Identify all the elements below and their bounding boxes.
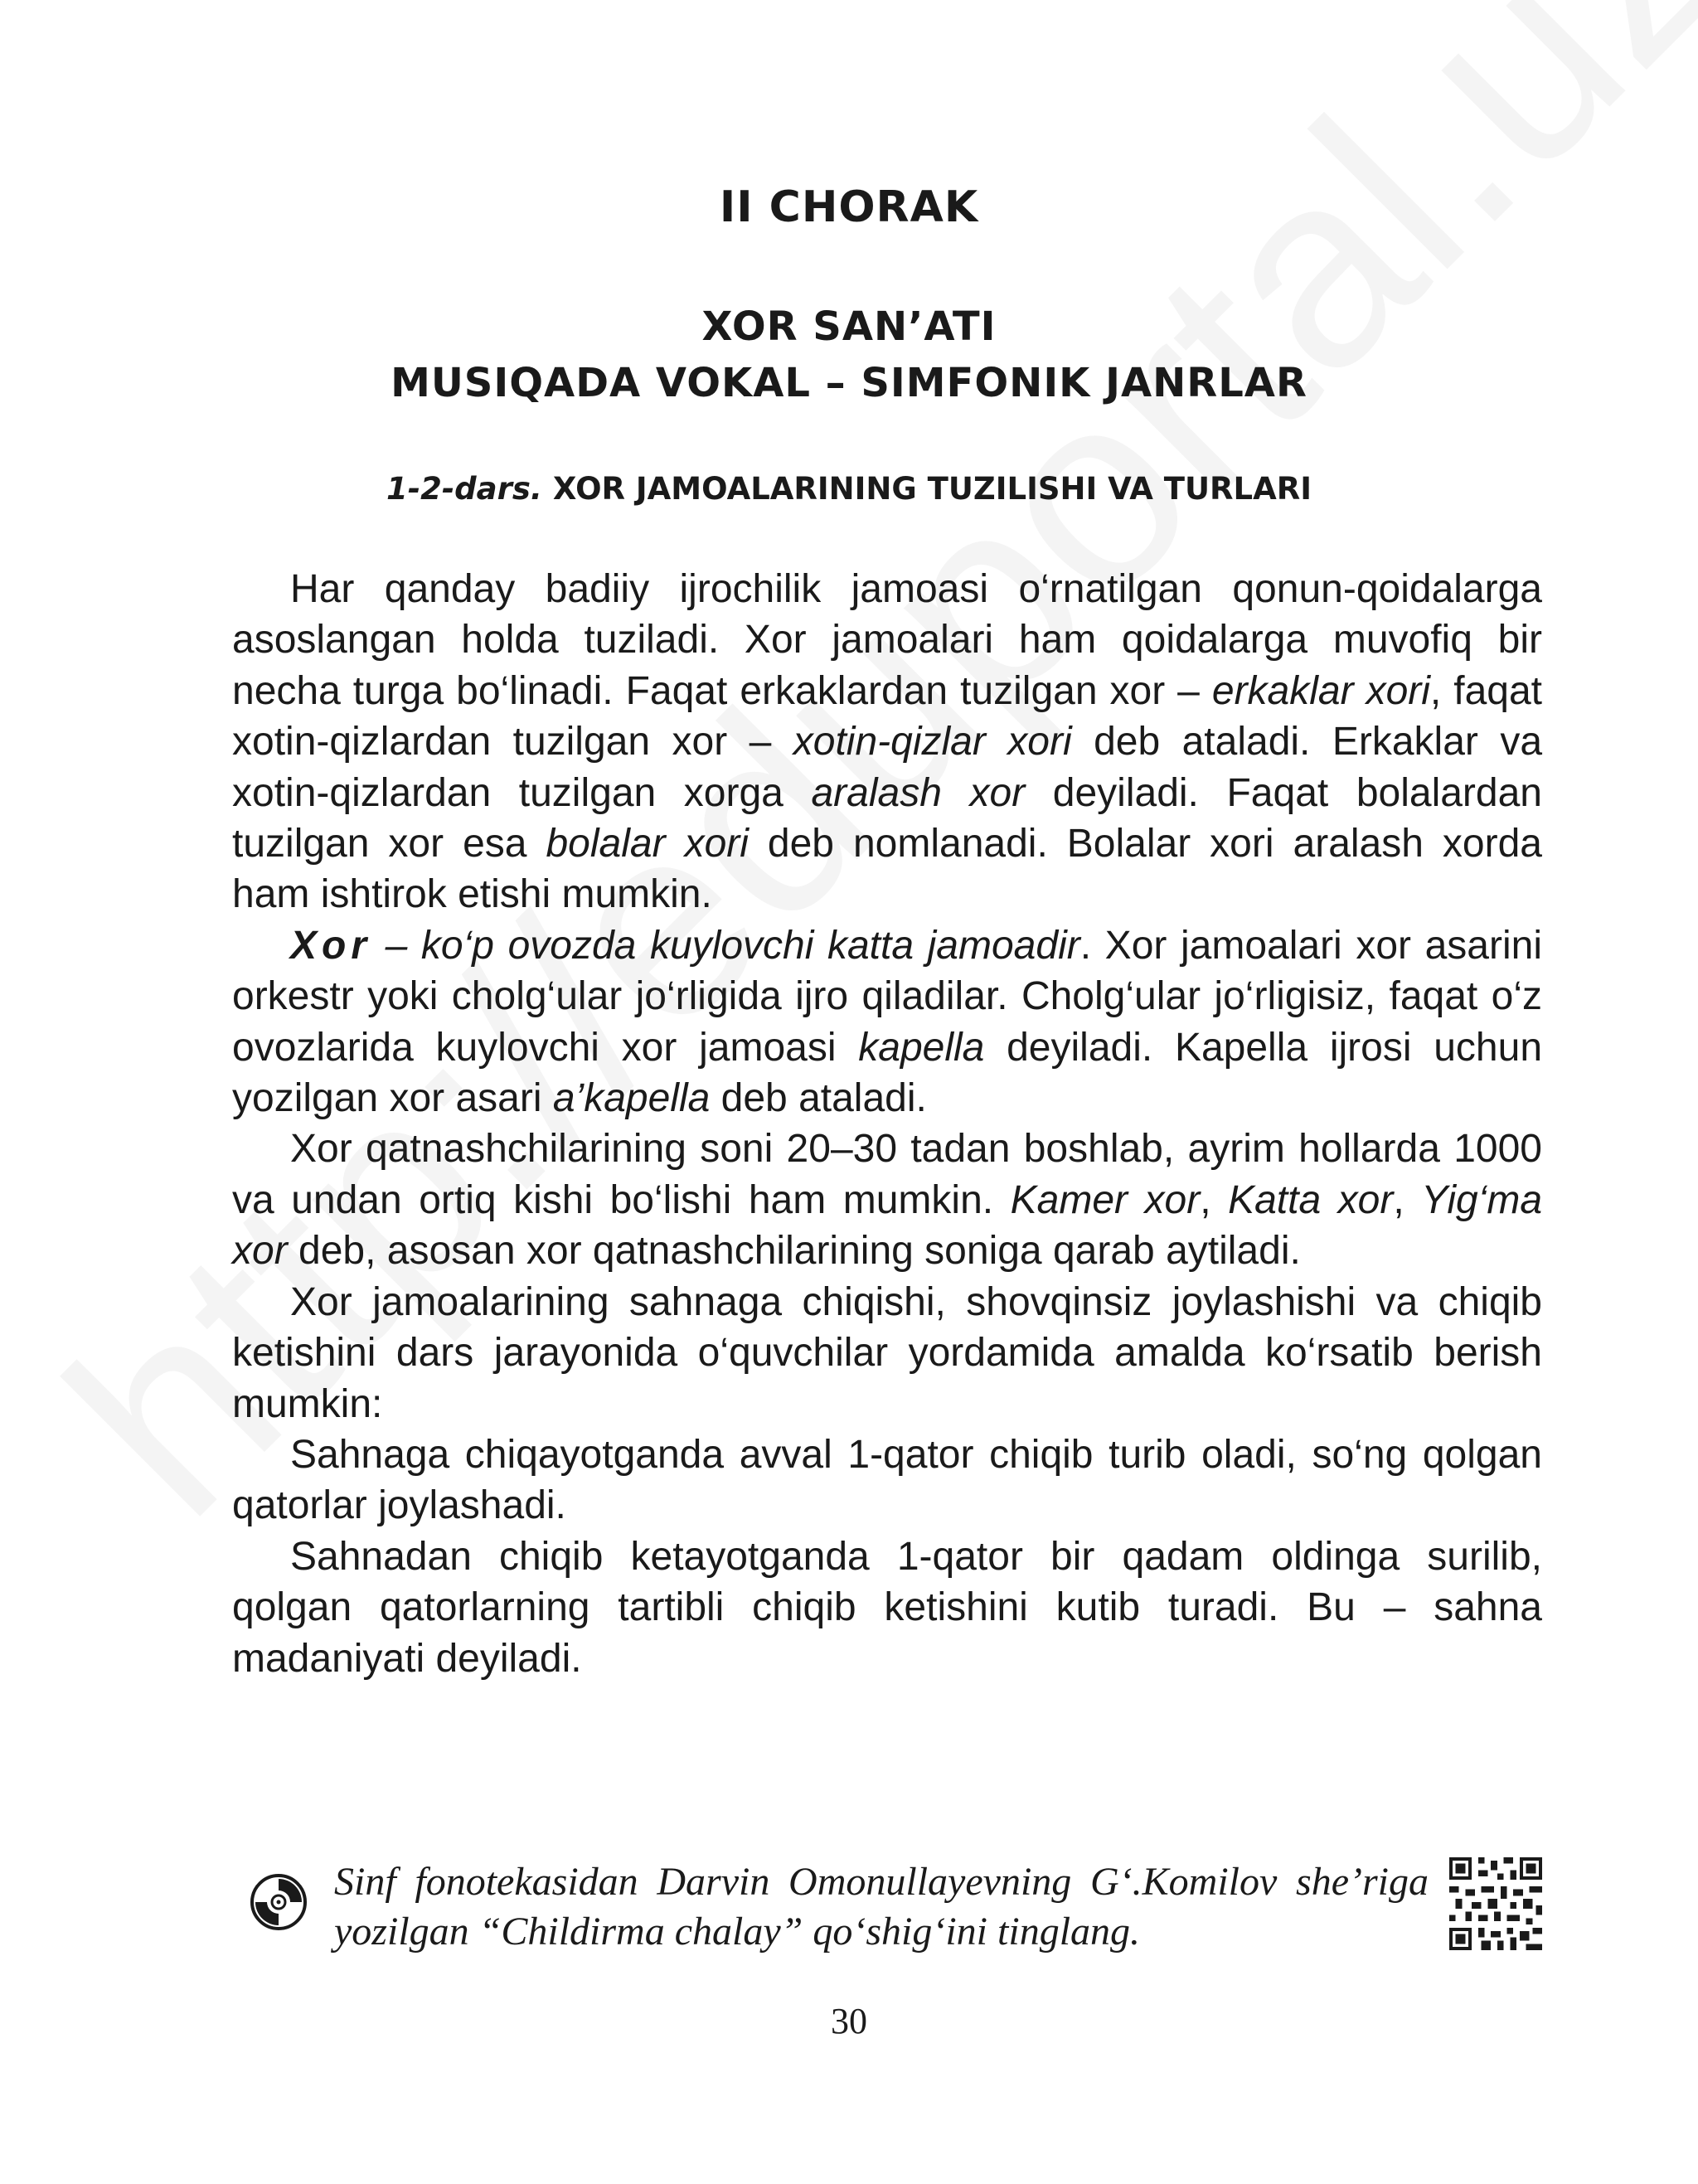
body-text xyxy=(232,564,1542,1684)
paragraph-5: Sahnaga chiqayotganda avval 1-qator chiqib turib oladi, so‘ng qolgan qatorlar joylashadi. xyxy=(232,1432,1542,1528)
term-akapella: a’kapella xyxy=(552,1076,711,1121)
paragraph-2 xyxy=(232,920,1542,1124)
paragraph-3-text-d: deb, asosan xor qatnashchilarining soniga qarab aytiladi. xyxy=(287,1229,1301,1274)
paragraph-1-text-d: deyiladi. Faqat bolalardan tuzilgan xor esa xyxy=(232,770,1543,866)
listening-task-text: Sinf fonotekasidan Darvin Omonullayevning G‘.Komilov she’riga yozilgan “Childirma chalay” qo‘shig‘ini tinglang. xyxy=(334,1860,1429,1953)
paragraph-3-text-c: , xyxy=(1393,1177,1422,1222)
term-erkaklar-xori: erkaklar xori xyxy=(1211,668,1430,713)
paragraph-1-text-b: , faqat xotin-qizlardan tuzilgan xor – xyxy=(232,668,1542,764)
chapter-title-line2: MUSIQADA VOKAL – SIMFONIK JANRLAR xyxy=(391,360,1307,406)
definition-xor: – ko‘p ovozda kuylovchi katta jamoadir xyxy=(371,923,1080,968)
term-yigma-xor: Yig‘ma xor xyxy=(232,1177,1543,1274)
term-bolalar-xori: bolalar xori xyxy=(546,822,749,866)
term-xotin-qizlar-xori: xotin-qizlar xori xyxy=(793,720,1072,764)
term-katta-xor: Katta xor xyxy=(1228,1177,1394,1222)
page-number: 30 xyxy=(831,2001,867,2041)
lesson-number: 1-2-dars. xyxy=(386,471,542,507)
paragraph-3-text-a: Xor qatnashchilarining soni 20–30 tadan boshlab, ayrim hollarda 1000 va undan ortiq kishi bo‘lishi ham mumkin. xyxy=(232,1127,1542,1222)
lesson-title: XOR JAMOALARINING TUZILISHI VA TURLARI xyxy=(552,471,1312,507)
term-xor: Xor xyxy=(290,923,372,968)
qr-code-icon xyxy=(1449,1857,1542,1950)
paragraph-4: Xor jamoalarining sahnaga chiqishi, shovqinsiz joylashishi va chiqib ketishini dars jarayonida o‘quvchilar yordamida amalda ko‘rsatib berish mumkin: xyxy=(232,1279,1542,1426)
chapter-title xyxy=(0,298,1698,411)
paragraph-1-text-c: deb ataladi. Erkaklar va xotin-qizlardan tuzilgan xorga xyxy=(232,720,1543,815)
paragraph-3-text-b: , xyxy=(1200,1177,1229,1222)
paragraph-1 xyxy=(232,564,1542,920)
paragraph-3 xyxy=(232,1124,1542,1276)
paragraph-2-text-a: . Xor jamoalari xor asarini orkestr yoki cholg‘ular jo‘rligida ijro qiladilar. Cholg‘ular jo‘rligisiz, faqat o‘z ovozlarida kuylovchi xor jamoasi xyxy=(232,923,1542,1070)
disc-icon xyxy=(249,1872,308,1932)
term-kapella: kapella xyxy=(858,1025,985,1070)
paragraph-2-text-b: deyiladi. Kapella ijrosi uchun yozilgan xor asari xyxy=(232,1025,1543,1121)
paragraph-1-text-a: Har qanday badiiy ijrochilik jamoasi o‘rnatilgan qonun-qoidalarga asoslangan holda tuziladi. Xor jamoalari ham qoidalarga muvofiq bir necha turga bo‘linadi. Faqat erkaklardan tuzilgan xor – xyxy=(232,567,1542,713)
term-kamer-xor: Kamer xor xyxy=(1010,1177,1201,1222)
paragraph-6: Sahnadan chiqib ketayotganda 1-qator bir qadam oldinga surilib, qolgan qatorlarning tartibli chiqib ketishini kutib turadi. Bu – sahna madaniyati deyiladi. xyxy=(232,1534,1542,1681)
chapter-title-line1: XOR SAN’ATI xyxy=(701,303,997,350)
lesson-heading xyxy=(0,471,1698,507)
paragraph-2-text-c: deb ataladi. xyxy=(710,1076,927,1121)
paragraph-1-text-e: deb nomlanadi. Bolalar xori aralash xorda ham ishtirok etishi mumkin. xyxy=(232,822,1543,917)
part-title: II CHORAK xyxy=(719,182,979,232)
term-aralash-xor: aralash xor xyxy=(811,770,1026,815)
